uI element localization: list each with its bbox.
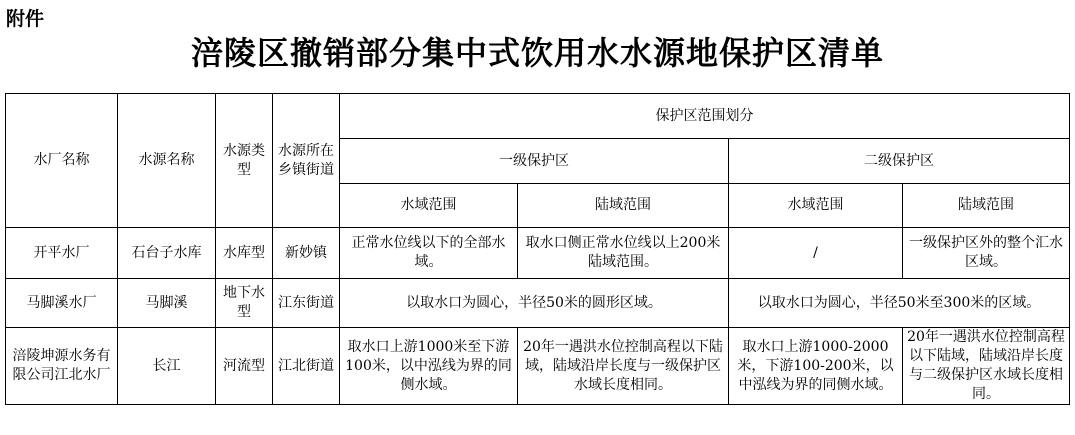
cell-source-type: 河流型: [216, 328, 273, 405]
cell-level2-zone: 以取水口为圆心，半径50米至300米的区域。: [729, 279, 1070, 328]
header-level2-land: 陆域范围: [903, 184, 1070, 228]
table-row: [6, 279, 1070, 328]
header-zone-division: 保护区范围划分: [340, 94, 1070, 139]
cell-source-type: 水库型: [216, 228, 273, 279]
cell-level1-land: 20年一遇洪水位控制高程以下陆域，陆域沿岸长度与一级保护区水域长度相同。: [518, 328, 729, 405]
header-level1-water: 水域范围: [340, 184, 518, 228]
cell-source-type: 地下水型: [216, 279, 273, 328]
header-source-name: 水源名称: [118, 94, 216, 228]
cell-level1-zone: 以取水口为圆心，半径50米的圆形区域。: [340, 279, 729, 328]
cell-level1-land: 取水口侧正常水位线以上200米陆域范围。: [518, 228, 729, 279]
document-title: 涪陵区撤销部分集中式饮用水水源地保护区清单: [190, 34, 884, 72]
header-level2-water: 水域范围: [729, 184, 903, 228]
table-row: [6, 328, 1070, 405]
cell-level2-land: 一级保护区外的整个汇水区域。: [903, 228, 1070, 279]
cell-town: 新妙镇: [273, 228, 340, 279]
cell-plant-name: 马脚溪水厂: [6, 279, 118, 328]
header-town: 水源所在乡镇街道: [273, 94, 340, 228]
cell-plant-name: 涪陵坤源水务有限公司江北水厂: [6, 328, 118, 405]
annex-label: 附件: [6, 8, 45, 30]
cell-level2-land: 20年一遇洪水位控制高程以下陆域，陆域沿岸长度与二级保护区水域长度相同。: [903, 328, 1070, 405]
cell-level2-water: 取水口上游1000-2000米，下游100-200米，以中泓线为界的同侧水域。: [729, 328, 903, 405]
cell-source-name: 石台子水库: [118, 228, 216, 279]
protection-zone-table: [5, 93, 1070, 405]
cell-plant-name: 开平水厂: [6, 228, 118, 279]
cell-level1-water: 取水口上游1000米至下游100米，以中泓线为界的同侧水域。: [340, 328, 518, 405]
cell-source-name: 长江: [118, 328, 216, 405]
cell-source-name: 马脚溪: [118, 279, 216, 328]
header-level1-zone: 一级保护区: [340, 139, 729, 184]
header-source-type: 水源类型: [216, 94, 273, 228]
cell-town: 江北街道: [273, 328, 340, 405]
header-level2-zone: 二级保护区: [729, 139, 1070, 184]
header-level1-land: 陆域范围: [518, 184, 729, 228]
table-row: [6, 228, 1070, 279]
cell-level1-water: 正常水位线以下的全部水域。: [340, 228, 518, 279]
cell-town: 江东街道: [273, 279, 340, 328]
header-row-1: [6, 94, 1070, 139]
cell-level2-water: /: [729, 228, 903, 279]
header-plant-name: 水厂名称: [6, 94, 118, 228]
